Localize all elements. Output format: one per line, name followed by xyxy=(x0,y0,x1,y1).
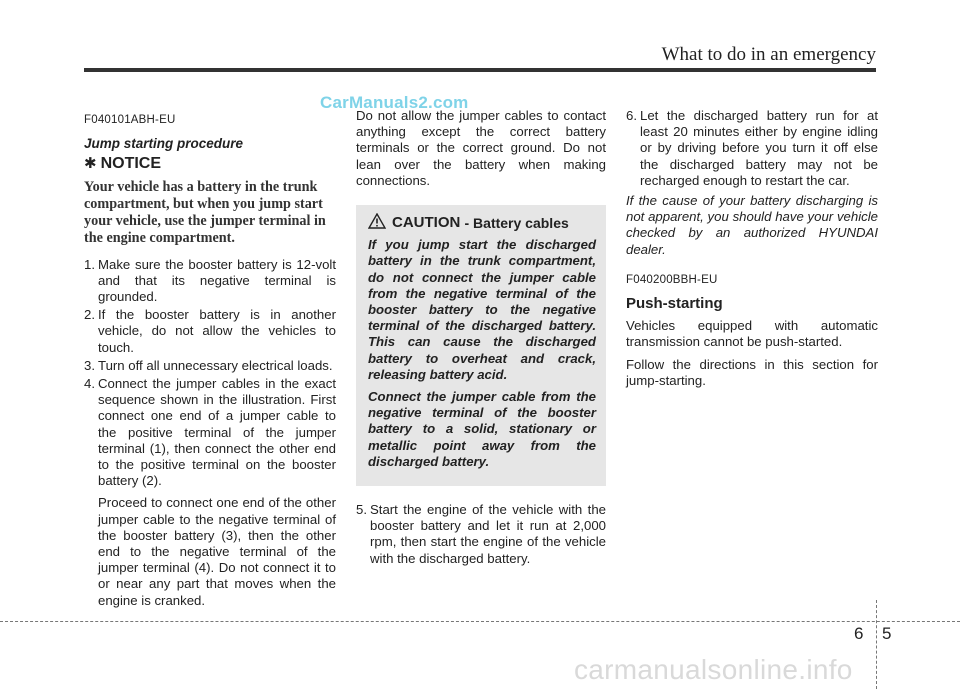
list-item xyxy=(84,358,336,374)
column-1 xyxy=(84,108,336,609)
list-item xyxy=(356,502,606,567)
column-2 xyxy=(356,108,606,569)
step-number: 6. xyxy=(626,108,637,123)
caution-box xyxy=(356,205,606,486)
list-item xyxy=(84,257,336,306)
caution-text-1: If you jump start the discharged battery in the trunk compartment, do not connect the jumper cable from the negative terminal of the booster battery to the negative terminal of the discharged battery. This can cause the discharged battery to overheat and crack, releasing battery acid. xyxy=(368,237,596,382)
watermark-bottom[interactable]: carmanualsonline.info xyxy=(574,654,853,685)
notice-star-icon: ✱ xyxy=(84,155,97,173)
step-text: Turn off all unnecessary electrical loads. xyxy=(98,357,333,373)
step-4-warning-text: Do not allow the jumper cables to contact anything except the correct battery terminals or the correct ground. Do not lean over the battery when making connections. xyxy=(356,108,606,188)
steps-list xyxy=(356,502,606,567)
list-item xyxy=(84,376,336,489)
header-title: What to do in an emergency xyxy=(661,44,876,65)
column-3 xyxy=(626,108,878,395)
list-item xyxy=(626,108,878,189)
step-number: 4. xyxy=(84,376,95,392)
watermark-top[interactable]: CarManuals2.com xyxy=(320,93,469,112)
steps-list xyxy=(84,257,336,490)
page-divider xyxy=(876,600,877,689)
list-item xyxy=(84,307,336,356)
section-code: F040101ABH-EU xyxy=(84,114,176,126)
caution-text-2: Connect the jumper cable from the negative terminal of the booster battery to a solid, stationary or metallic point away from the discharged battery. xyxy=(368,389,596,469)
page-section-number: 6 xyxy=(854,624,864,643)
step-4-continued: Proceed to connect one end of the other jumper cable to the negative terminal of the booster battery (3), then the other end to the negative terminal of the jumper terminal (4). Do not connect it to or near any part that moves when the engine is cranked. xyxy=(98,495,336,608)
step-text: If the booster battery is in another vehicle, do not allow the vehicles to touch. xyxy=(98,307,336,355)
step-number: 1. xyxy=(84,256,95,272)
step-number: 5. xyxy=(356,502,367,518)
warning-triangle-icon xyxy=(368,213,386,233)
step-text: Make sure the booster battery is 12-volt and that its negative terminal is grounded. xyxy=(98,256,336,305)
header-rule xyxy=(84,68,876,72)
subheading-jump-starting: Jump starting procedure xyxy=(84,136,244,152)
notice-text: Your vehicle has a battery in the trunk compartment, but when you jump start your vehicle, use the jumper terminal in the engine compartment. xyxy=(84,178,326,246)
steps-list xyxy=(626,108,878,189)
section-code: F040200BBH-EU xyxy=(626,273,718,286)
push-start-text-2: Follow the directions in this section for jump-starting. xyxy=(626,356,878,388)
footer-rule xyxy=(0,621,960,622)
push-start-text-1: Vehicles equipped with automatic transmission cannot be push-started. xyxy=(626,318,878,350)
caution-label: CAUTION xyxy=(392,214,461,232)
step-number: 2. xyxy=(84,307,95,323)
page-number: 5 xyxy=(882,624,892,643)
step-text: Start the engine of the vehicle with the booster battery and let it run at 2,000 rpm, then start the engine of the vehicle with the discharged battery. xyxy=(370,502,606,566)
heading-push-starting: Push-starting xyxy=(626,295,723,313)
step-text: Let the discharged battery run for at least 20 minutes either by engine idling or by driving before you turn it off else the discharged battery may not be recharged enough to restart the car. xyxy=(640,108,878,188)
step-text: Connect the jumper cables in the exact sequence shown in the illustration. First connect one end of a jumper cable to the positive terminal of the jumper terminal (1), then connect the other end to the positive terminal on the booster battery (2). xyxy=(98,376,336,489)
dealer-note: If the cause of your battery discharging is not apparent, you should have your vehicle checked by an authorized HYUNDAI dealer. xyxy=(626,193,878,257)
notice-label: NOTICE xyxy=(100,155,162,173)
step-number: 3. xyxy=(84,357,95,373)
caution-title xyxy=(368,213,596,233)
notice-heading xyxy=(84,156,336,172)
caution-subtitle: - Battery cables xyxy=(464,215,569,232)
